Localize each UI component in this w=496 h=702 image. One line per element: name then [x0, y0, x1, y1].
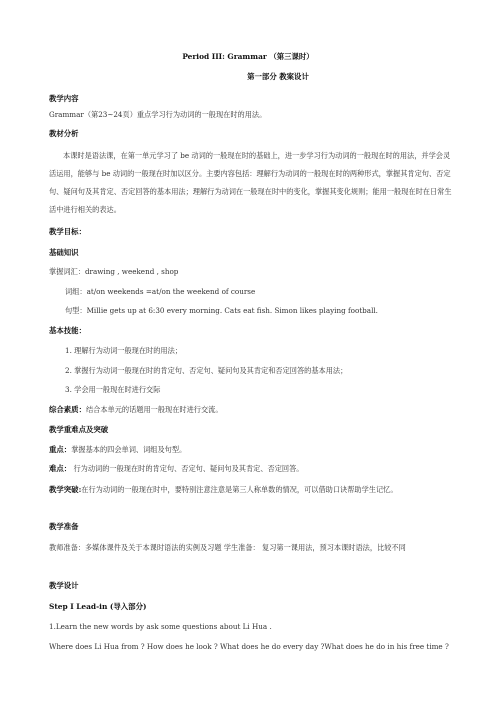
- breakthrough-text: 在行为动词的一般现在时中，要特别注意注意是第三人称单数的情况，可以借助口诀帮助学生记忆。: [81, 485, 398, 494]
- prep-text: 教师准备：多媒体课件及关于本课时语法的实例及习题 学生准备： 复习第一课用法，预习本课时语法，比较不同: [49, 543, 406, 552]
- part-title: 第一部分 教案设计: [247, 72, 309, 81]
- step1-heading: Step I Lead-in (导入部分): [49, 602, 147, 611]
- key-text: 掌握基本的四会单词、词组及句型。: [71, 445, 187, 454]
- vocab-line: 掌握词汇：drawing , weekend , shop: [49, 267, 179, 276]
- skill-item: 3. 学会用一般现在时进行交际: [65, 385, 161, 394]
- prep-heading: 教学准备: [49, 522, 79, 531]
- literacy-line: [49, 405, 456, 415]
- analysis-heading: 教材分析: [49, 129, 79, 138]
- analysis-text: 本课时是语法课，在第一单元学习了 be 动词的一般现在时的基础上，进一步学习行为动词的一般现在时的用法，并学会灵活运用，能够与 be 动词的一般现在时加以区分。主要内容包括：理解行为动词的一般现在时的两种形式，掌握其肯定句、否定句、疑问句及其肯定、否定回答的基本用法；理解行为动词在一般现在时中的变化，掌握其变化规则；能用一般现在时在日常生活中进行相关的表达。: [49, 151, 452, 214]
- content-text: Grammar（第23~24页）重点学习行为动词的一般现在时的用法。: [49, 110, 267, 119]
- skills-heading: 基本技能：: [49, 326, 86, 335]
- period-title: Period III: Grammar （第三课时）: [182, 52, 314, 61]
- key-points-heading: 教学重难点及突破: [49, 425, 109, 434]
- literacy-text: 结合本单元的话题用一般现在时进行交流。: [85, 405, 223, 414]
- difficult-label: 难点：: [49, 464, 72, 473]
- step1-questions: Where does Li Hua from ? How does he look ? What does he do every day ?What does he do in his free time ?: [49, 642, 449, 651]
- goals-heading: 教学目标：: [49, 227, 86, 236]
- design-heading: 教学设计: [49, 581, 79, 590]
- basic-knowledge-heading: 基础知识: [49, 248, 79, 257]
- skill-item: 1. 理解行为动词一般现在时的用法；: [65, 346, 182, 355]
- breakthrough-line: [49, 481, 456, 499]
- sentences-line: 句型：Millie gets up at 6:30 every morning. Cats eat fish. Simon likes playing football.: [65, 306, 378, 315]
- key-line: [49, 445, 456, 455]
- step1-item: 1.Learn the new words by ask some questions about Li Hua .: [49, 622, 272, 631]
- phrases-line: 词组：at/on weekends =at/on the weekend of course: [65, 287, 256, 296]
- difficult-line: [49, 464, 456, 474]
- key-label: 重点：: [49, 445, 72, 454]
- breakthrough-label: 教学突破:: [49, 485, 82, 494]
- literacy-label: 综合素质：: [49, 405, 86, 414]
- content-heading: 教学内容: [49, 94, 79, 103]
- skill-item: 2. 掌握行为动词一般现在时的肯定句、否定句、疑问句及其肯定和否定回答的基本用法；: [65, 366, 348, 375]
- difficult-text: 行为动词的一般现在时的肯定句、否定句、疑问句及其肯定、否定回答。: [71, 464, 304, 473]
